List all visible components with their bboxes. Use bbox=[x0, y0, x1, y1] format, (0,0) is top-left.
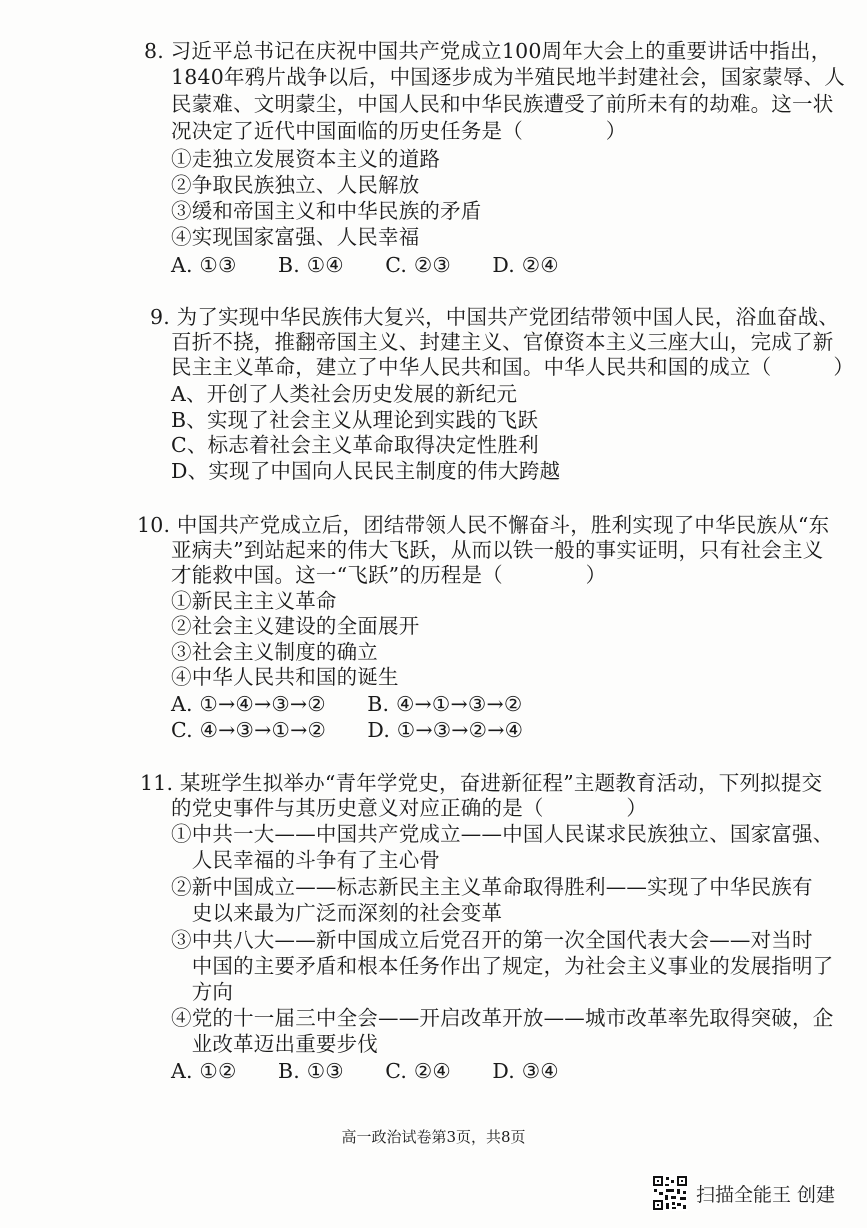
question-8-line-2: 1840年鸦片战争以后，中国逐步成为半殖民地半封建社会，国家蒙辱、人 bbox=[171, 65, 845, 89]
watermark-text: 扫描全能王 创建 bbox=[696, 1183, 836, 1206]
question-10-line-1: 10. 中国共产党成立后，团结带领人民不懈奋斗，胜利实现了中华民族从“东 bbox=[137, 513, 830, 537]
question-8-option-2: ②争取民族独立、人民解放 bbox=[171, 173, 420, 197]
question-10-option-3: ③社会主义制度的确立 bbox=[171, 640, 378, 664]
question-9-option-a: A、开创了人类社会历史发展的新纪元 bbox=[171, 382, 518, 406]
question-11-answers: A. ①② B. ①③ C. ②④ D. ③④ bbox=[171, 1059, 559, 1083]
question-11-option-4b: 业改革迈出重要步伐 bbox=[171, 1032, 378, 1056]
scanner-watermark bbox=[652, 1173, 835, 1213]
page-footer: 高一政治试卷第3页，共8页 bbox=[341, 1128, 526, 1146]
question-10-line-3: 才能救中国。这一“飞跃”的历程是（ ） bbox=[171, 563, 607, 587]
question-8-line-4: 况决定了近代中国面临的历史任务是（ ） bbox=[171, 119, 627, 143]
question-8-line-1: 8. 习近平总书记在庆祝中国共产党成立100周年大会上的重要讲话中指出， bbox=[144, 39, 832, 63]
question-11-option-2b: 史以来最为广泛而深刻的社会变革 bbox=[171, 901, 503, 925]
question-8-option-3: ③缓和帝国主义和中华民族的矛盾 bbox=[171, 199, 482, 223]
question-11-option-1a: ①中共一大——中国共产党成立——中国人民谋求民族独立、国家富强、 bbox=[171, 822, 834, 846]
question-11-option-3c: 方向 bbox=[171, 980, 234, 1004]
question-10-option-2: ②社会主义建设的全面展开 bbox=[171, 614, 420, 638]
question-10-answers-row-2: C. ④→③→①→② D. ①→③→②→④ bbox=[171, 718, 524, 742]
question-9-line-2: 百折不挠，推翻帝国主义、封建主义、官僚资本主义三座大山，完成了新 bbox=[171, 330, 834, 354]
question-9-line-1: 9. 为了实现中华民族伟大复兴，中国共产党团结带领中国人民，浴血奋战、 bbox=[150, 305, 840, 329]
question-10-option-4: ④中华人民共和国的诞生 bbox=[171, 665, 399, 689]
question-11-option-3b: 中国的主要矛盾和根本任务作出了规定，为社会主义事业的发展指明了 bbox=[171, 954, 834, 978]
question-11-line-2: 的党史事件与其历史意义对应正确的是（ ） bbox=[171, 796, 648, 820]
question-8-option-4: ④实现国家富强、人民幸福 bbox=[171, 225, 420, 249]
question-9-option-d: D、实现了中国向人民民主制度的伟大跨越 bbox=[171, 459, 561, 483]
question-8-answers: A. ①③ B. ①④ C. ②③ D. ②④ bbox=[171, 253, 559, 277]
question-10-answers-row-1: A. ①→④→③→② B. ④→①→③→② bbox=[171, 692, 523, 716]
question-8-line-3: 民蒙难、文明蒙尘，中国人民和中华民族遭受了前所未有的劫难。这一状 bbox=[171, 92, 834, 116]
question-9-option-c: C、标志着社会主义革命取得决定性胜利 bbox=[171, 433, 539, 457]
question-11-option-1b: 人民幸福的斗争有了主心骨 bbox=[171, 848, 441, 872]
question-11-option-2a: ②新中国成立——标志新民主主义革命取得胜利——实现了中华民族有 bbox=[171, 875, 813, 899]
question-9-option-b: B、实现了社会主义从理论到实践的飞跃 bbox=[171, 408, 539, 432]
question-11-option-4a: ④党的十一届三中全会——开启改革开放——城市改革率先取得突破，企 bbox=[171, 1006, 834, 1030]
question-11-option-3a: ③中共八大——新中国成立后党召开的第一次全国代表大会——对当时 bbox=[171, 928, 813, 952]
qr-code-icon bbox=[652, 1175, 688, 1211]
question-10-option-1: ①新民主主义革命 bbox=[171, 589, 337, 613]
question-9-line-3: 民主主义革命，建立了中华人民共和国。中华人民共和国的成立（ ） bbox=[171, 355, 855, 379]
question-10-line-2: 亚病夫”到站起来的伟大飞跃，从而以铁一般的事实证明，只有社会主义 bbox=[171, 538, 824, 562]
question-8-option-1: ①走独立发展资本主义的道路 bbox=[171, 147, 441, 171]
question-11-line-1: 11. 某班学生拟举办“青年学党史，奋进新征程”主题教育活动，下列拟提交 bbox=[140, 771, 823, 795]
